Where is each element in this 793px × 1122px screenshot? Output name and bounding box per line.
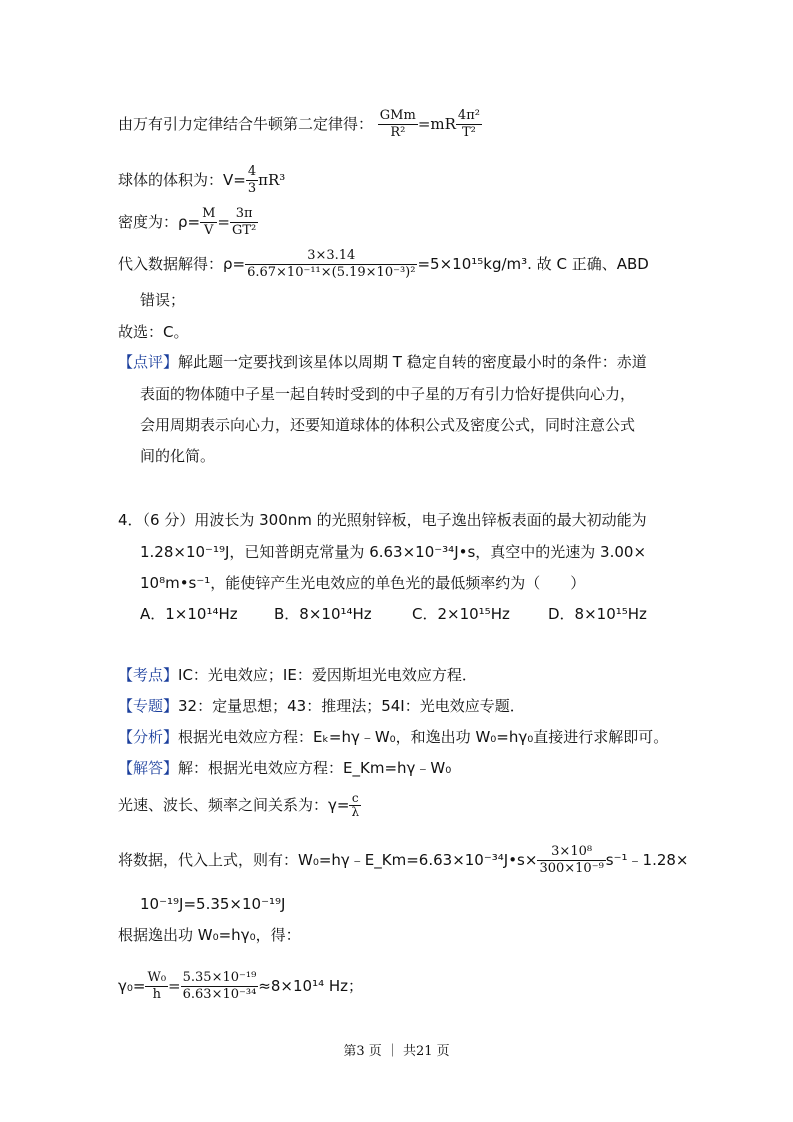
text: 代入数据解得：ρ=	[118, 255, 246, 273]
text: =mR	[417, 115, 456, 133]
denominator: 6.67×10⁻¹¹×(5.19×10⁻³)²	[247, 265, 416, 280]
text: 4．（6 分）用波长为 300nm 的光照射锌板，电子逸出锌板表面的最大初动能为	[118, 511, 647, 529]
text: 32：定量思想；43：推理法；54I：光电效应专题．	[178, 697, 525, 715]
fraction	[145, 970, 168, 1003]
numerator: 3π	[235, 206, 253, 221]
fraction	[181, 970, 259, 1003]
option-c[interactable]: C．2×10¹⁵Hz	[412, 605, 510, 623]
fraction	[245, 248, 417, 281]
formula-line-frequency	[118, 792, 361, 819]
option-d[interactable]: D．8×10¹⁵Hz	[548, 605, 647, 623]
formula-line-density	[118, 206, 258, 239]
formula-line-gravitation	[118, 108, 482, 141]
fraction	[537, 844, 605, 877]
section-tag: 【解答】	[118, 759, 179, 777]
text: πR³	[258, 171, 286, 189]
fraction	[456, 108, 482, 141]
text: 根据光电效应方程：Eₖ=hγ﹣W₀，和逸出功 W₀=hγ₀直接进行求解即可。	[178, 728, 669, 746]
text: 10⁸m•s⁻¹，能使锌产生光电效应的单色光的最低频率约为（ ）	[140, 574, 586, 592]
page-footer	[0, 1040, 793, 1059]
numerator: W₀	[147, 970, 167, 985]
denominator: GT²	[231, 223, 257, 238]
text: 1.28×10⁻¹⁹J，已知普朗克常量为 6.63×10⁻³⁴J•s，真空中的光速为 3.00×	[140, 543, 647, 561]
page-number: 第3 页 ｜ 共21 页	[343, 1044, 450, 1059]
text-line	[140, 893, 285, 915]
denominator: λ	[351, 805, 360, 819]
section-tag: 【考点】	[118, 666, 179, 684]
text: ≈8×10¹⁴ Hz；	[258, 977, 364, 995]
text: 光速、波长、频率之间关系为：γ=	[118, 796, 350, 814]
option-a[interactable]: A．1×10¹⁴Hz	[140, 605, 238, 623]
text: 错误；	[140, 291, 186, 309]
numerator: 5.35×10⁻¹⁹	[182, 970, 257, 985]
numerator: 4	[247, 164, 257, 179]
question-line	[140, 572, 585, 594]
text: s⁻¹﹣1.28×	[605, 851, 689, 869]
text: =	[217, 213, 230, 231]
section-tag: 【分析】	[118, 728, 179, 746]
fraction	[378, 108, 418, 141]
denominator: h	[145, 986, 168, 1003]
denominator: 6.63×10⁻³⁴	[182, 987, 257, 1002]
fraction	[246, 164, 258, 197]
formula-line-min-frequency	[118, 970, 363, 1003]
text: γ₀=	[118, 977, 146, 995]
denominator: 300×10⁻⁹	[539, 861, 604, 876]
formula-line-volume	[118, 164, 285, 197]
comment-line	[118, 351, 647, 373]
section-tag: 【专题】	[118, 697, 179, 715]
numerator: c	[351, 791, 359, 805]
text: 表面的物体随中子星一起自转时受到的中子星的万有引力恰好提供向心力，	[140, 385, 636, 403]
zhuanti-line	[118, 695, 525, 717]
option-b[interactable]: B．8×10¹⁴Hz	[274, 605, 372, 623]
text: =5×10¹⁵kg/m³. 故 C 正确、ABD	[417, 255, 649, 273]
text: 根据逸出功 W₀=hγ₀，得：	[118, 926, 301, 944]
numerator: 3×3.14	[307, 248, 356, 263]
fraction	[349, 792, 361, 819]
numerator: GMm	[379, 108, 416, 123]
text: 将数据，代入上式，则有：W₀=hγ﹣E_Km=6.63×10⁻³⁴J•s×	[118, 851, 538, 869]
text: 由万有引力定律结合牛顿第二定律得：	[118, 115, 374, 133]
formula-line-work-function	[118, 844, 689, 877]
text-line	[118, 924, 301, 946]
jieda-line	[118, 757, 451, 779]
comment-line	[140, 414, 635, 436]
comment-line	[140, 383, 635, 405]
numerator: 3×10⁸	[551, 844, 593, 859]
answer-line	[118, 321, 188, 343]
numerator: M	[202, 206, 216, 221]
comment-line	[140, 445, 215, 467]
denominator: V	[200, 222, 217, 239]
text: 球体的体积为：V=	[118, 171, 246, 189]
numerator: 4π²	[457, 108, 480, 123]
text: 解此题一定要找到该星体以周期 T 稳定自转的密度最小时的条件：赤道	[178, 353, 647, 371]
question-line	[140, 541, 646, 563]
text: =	[168, 977, 181, 995]
text-line	[140, 289, 185, 311]
text: 解：根据光电效应方程：E_Km=hγ﹣W₀	[178, 759, 452, 777]
text: 密度为：ρ=	[118, 213, 201, 231]
fraction	[200, 206, 217, 239]
denominator: 3	[247, 181, 257, 196]
text: 会用周期表示向心力，还要知道球体的体积公式及密度公式，同时注意公式	[140, 416, 636, 434]
text: 故选：C。	[118, 323, 189, 341]
section-tag: 【点评】	[118, 353, 179, 371]
text: IC：光电效应；IE：爱因斯坦光电效应方程．	[178, 666, 477, 684]
fenxi-line	[118, 726, 668, 748]
denominator: R²	[378, 124, 418, 141]
question-line	[118, 509, 647, 531]
denominator: T²	[456, 124, 482, 141]
fraction	[230, 206, 258, 239]
text: 10⁻¹⁹J=5.35×10⁻¹⁹J	[140, 895, 286, 913]
kaodian-line	[118, 664, 477, 686]
formula-line-substitution	[118, 248, 649, 281]
text: 间的化简。	[140, 447, 216, 465]
